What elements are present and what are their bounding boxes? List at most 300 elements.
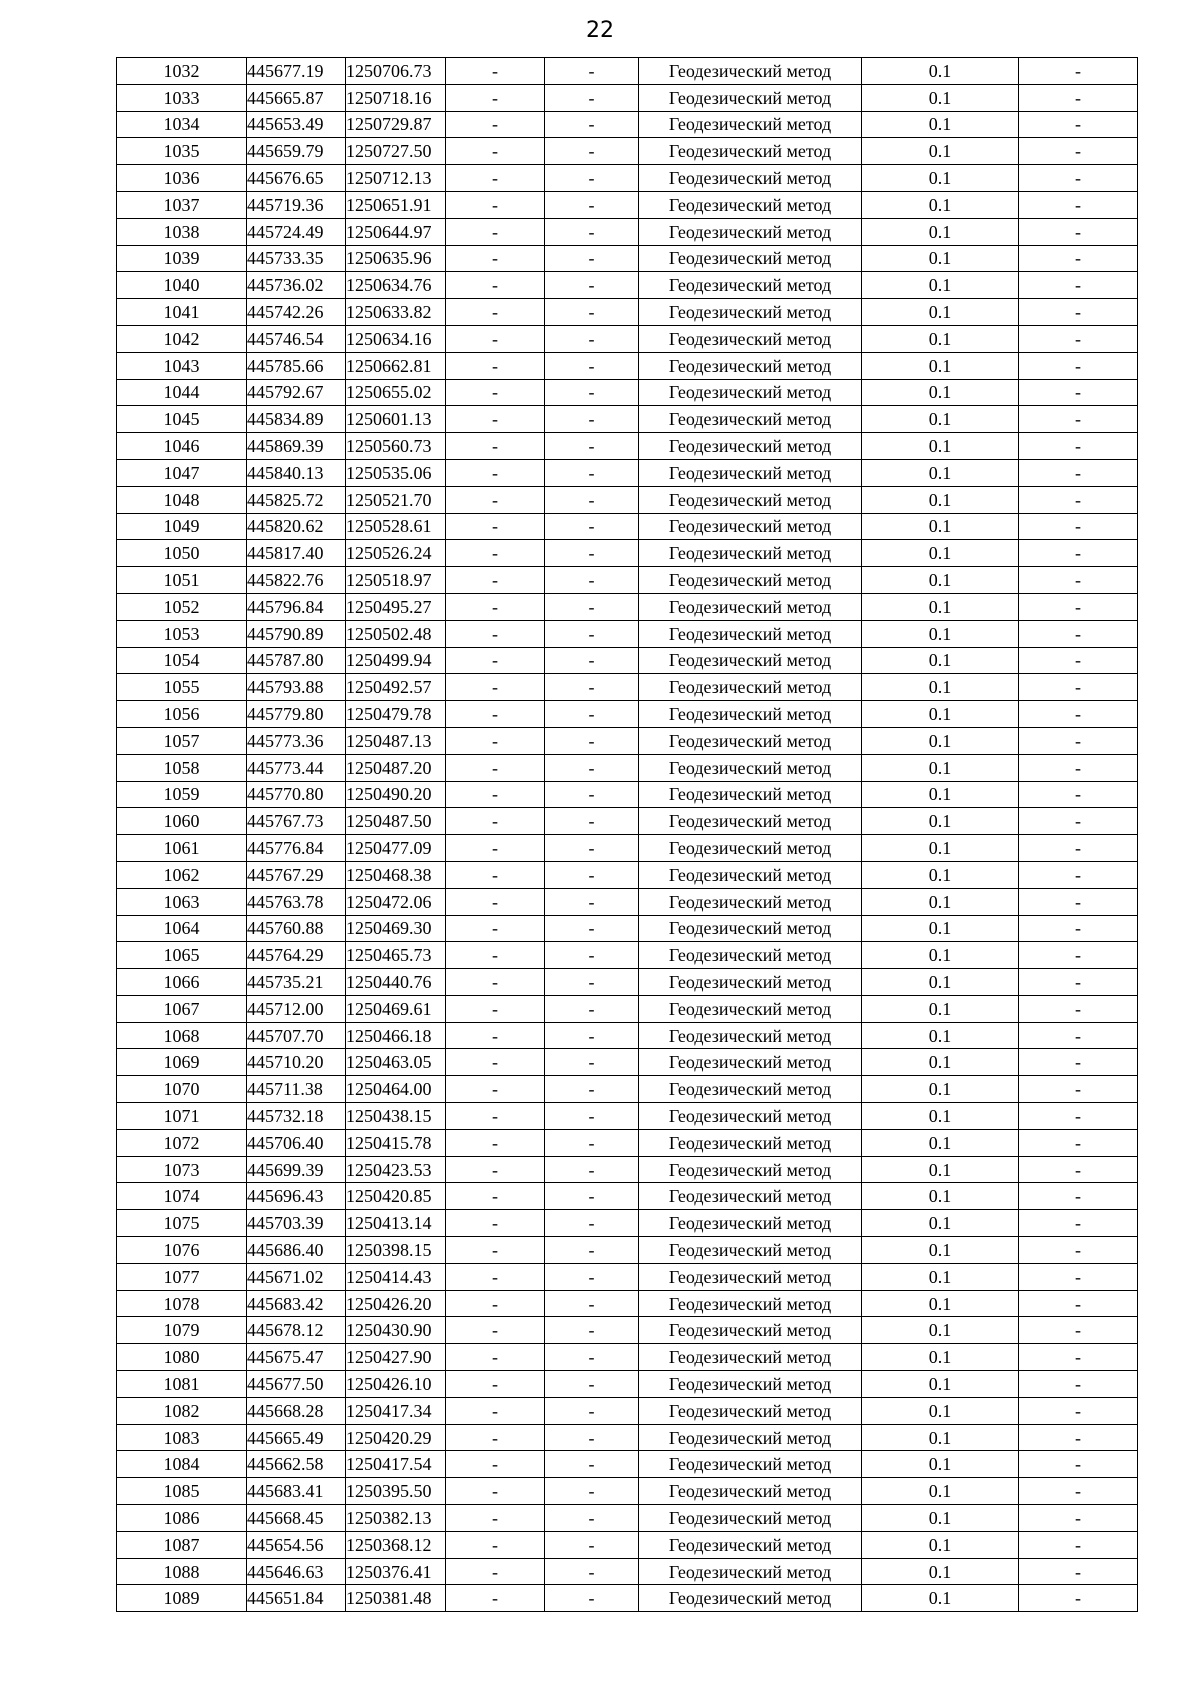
accuracy-cell: 0.1 xyxy=(862,379,1019,406)
method-cell: Геодезический метод xyxy=(639,433,862,460)
dash-cell: - xyxy=(446,1371,545,1398)
dash-cell: - xyxy=(1019,808,1138,835)
accuracy-cell: 0.1 xyxy=(862,111,1019,138)
point-number-cell: 1067 xyxy=(117,995,247,1022)
accuracy-cell: 0.1 xyxy=(862,1103,1019,1130)
dash-cell: - xyxy=(446,58,545,85)
method-cell: Геодезический метод xyxy=(639,138,862,165)
dash-cell: - xyxy=(545,1531,639,1558)
method-cell: Геодезический метод xyxy=(639,1049,862,1076)
x-coordinate-cell: 445707.70 xyxy=(247,1022,346,1049)
accuracy-cell: 0.1 xyxy=(862,647,1019,674)
y-coordinate-cell: 1250526.24 xyxy=(346,540,446,567)
point-number-cell: 1065 xyxy=(117,942,247,969)
dash-cell: - xyxy=(545,1237,639,1264)
x-coordinate-cell: 445675.47 xyxy=(247,1344,346,1371)
method-cell: Геодезический метод xyxy=(639,1183,862,1210)
point-number-cell: 1066 xyxy=(117,969,247,996)
accuracy-cell: 0.1 xyxy=(862,406,1019,433)
y-coordinate-cell: 1250426.20 xyxy=(346,1290,446,1317)
y-coordinate-cell: 1250417.34 xyxy=(346,1397,446,1424)
dash-cell: - xyxy=(446,406,545,433)
accuracy-cell: 0.1 xyxy=(862,1129,1019,1156)
table-row xyxy=(117,701,1138,728)
dash-cell: - xyxy=(545,1317,639,1344)
table-row xyxy=(117,486,1138,513)
x-coordinate-cell: 445776.84 xyxy=(247,835,346,862)
dash-cell: - xyxy=(446,272,545,299)
dash-cell: - xyxy=(545,1371,639,1398)
dash-cell: - xyxy=(545,1290,639,1317)
accuracy-cell: 0.1 xyxy=(862,58,1019,85)
dash-cell: - xyxy=(446,620,545,647)
dash-cell: - xyxy=(1019,1103,1138,1130)
dash-cell: - xyxy=(1019,352,1138,379)
dash-cell: - xyxy=(446,835,545,862)
table-row xyxy=(117,1049,1138,1076)
dash-cell: - xyxy=(446,513,545,540)
accuracy-cell: 0.1 xyxy=(862,352,1019,379)
table-row xyxy=(117,1478,1138,1505)
point-number-cell: 1089 xyxy=(117,1585,247,1612)
dash-cell: - xyxy=(446,1210,545,1237)
y-coordinate-cell: 1250706.73 xyxy=(346,58,446,85)
point-number-cell: 1073 xyxy=(117,1156,247,1183)
dash-cell: - xyxy=(446,325,545,352)
point-number-cell: 1040 xyxy=(117,272,247,299)
dash-cell: - xyxy=(1019,1478,1138,1505)
dash-cell: - xyxy=(545,406,639,433)
x-coordinate-cell: 445834.89 xyxy=(247,406,346,433)
dash-cell: - xyxy=(1019,995,1138,1022)
method-cell: Геодезический метод xyxy=(639,1263,862,1290)
table-row xyxy=(117,1022,1138,1049)
dash-cell: - xyxy=(1019,433,1138,460)
table-row xyxy=(117,218,1138,245)
dash-cell: - xyxy=(1019,245,1138,272)
table-row xyxy=(117,1371,1138,1398)
accuracy-cell: 0.1 xyxy=(862,1237,1019,1264)
x-coordinate-cell: 445668.28 xyxy=(247,1397,346,1424)
accuracy-cell: 0.1 xyxy=(862,1397,1019,1424)
method-cell: Геодезический метод xyxy=(639,727,862,754)
y-coordinate-cell: 1250440.76 xyxy=(346,969,446,996)
accuracy-cell: 0.1 xyxy=(862,1263,1019,1290)
y-coordinate-cell: 1250382.13 xyxy=(346,1505,446,1532)
x-coordinate-cell: 445764.29 xyxy=(247,942,346,969)
method-cell: Геодезический метод xyxy=(639,379,862,406)
x-coordinate-cell: 445793.88 xyxy=(247,674,346,701)
dash-cell: - xyxy=(446,111,545,138)
method-cell: Геодезический метод xyxy=(639,1424,862,1451)
y-coordinate-cell: 1250413.14 xyxy=(346,1210,446,1237)
table-row xyxy=(117,1317,1138,1344)
method-cell: Геодезический метод xyxy=(639,567,862,594)
dash-cell: - xyxy=(1019,593,1138,620)
method-cell: Геодезический метод xyxy=(639,1210,862,1237)
accuracy-cell: 0.1 xyxy=(862,995,1019,1022)
x-coordinate-cell: 445686.40 xyxy=(247,1237,346,1264)
dash-cell: - xyxy=(545,1478,639,1505)
point-number-cell: 1064 xyxy=(117,915,247,942)
coordinates-table xyxy=(116,57,1138,1612)
table-row xyxy=(117,915,1138,942)
dash-cell: - xyxy=(545,191,639,218)
dash-cell: - xyxy=(446,1531,545,1558)
dash-cell: - xyxy=(545,620,639,647)
dash-cell: - xyxy=(545,1397,639,1424)
x-coordinate-cell: 445822.76 xyxy=(247,567,346,594)
dash-cell: - xyxy=(446,593,545,620)
table-row xyxy=(117,593,1138,620)
y-coordinate-cell: 1250427.90 xyxy=(346,1344,446,1371)
table-row xyxy=(117,888,1138,915)
x-coordinate-cell: 445785.66 xyxy=(247,352,346,379)
y-coordinate-cell: 1250430.90 xyxy=(346,1317,446,1344)
point-number-cell: 1078 xyxy=(117,1290,247,1317)
dash-cell: - xyxy=(545,1103,639,1130)
dash-cell: - xyxy=(545,433,639,460)
table-row xyxy=(117,1210,1138,1237)
table-body xyxy=(117,58,1138,1612)
point-number-cell: 1083 xyxy=(117,1424,247,1451)
accuracy-cell: 0.1 xyxy=(862,942,1019,969)
dash-cell: - xyxy=(1019,1505,1138,1532)
y-coordinate-cell: 1250438.15 xyxy=(346,1103,446,1130)
y-coordinate-cell: 1250492.57 xyxy=(346,674,446,701)
point-number-cell: 1061 xyxy=(117,835,247,862)
point-number-cell: 1086 xyxy=(117,1505,247,1532)
x-coordinate-cell: 445712.00 xyxy=(247,995,346,1022)
dash-cell: - xyxy=(545,1022,639,1049)
point-number-cell: 1047 xyxy=(117,459,247,486)
method-cell: Геодезический метод xyxy=(639,674,862,701)
dash-cell: - xyxy=(1019,888,1138,915)
y-coordinate-cell: 1250426.10 xyxy=(346,1371,446,1398)
dash-cell: - xyxy=(446,781,545,808)
method-cell: Геодезический метод xyxy=(639,406,862,433)
accuracy-cell: 0.1 xyxy=(862,1585,1019,1612)
method-cell: Геодезический метод xyxy=(639,1478,862,1505)
point-number-cell: 1082 xyxy=(117,1397,247,1424)
method-cell: Геодезический метод xyxy=(639,1103,862,1130)
dash-cell: - xyxy=(545,165,639,192)
dash-cell: - xyxy=(446,861,545,888)
table-row xyxy=(117,674,1138,701)
table-row xyxy=(117,1558,1138,1585)
method-cell: Геодезический метод xyxy=(639,1558,862,1585)
table-row xyxy=(117,1344,1138,1371)
point-number-cell: 1051 xyxy=(117,567,247,594)
x-coordinate-cell: 445724.49 xyxy=(247,218,346,245)
y-coordinate-cell: 1250712.13 xyxy=(346,165,446,192)
dash-cell: - xyxy=(1019,1344,1138,1371)
x-coordinate-cell: 445699.39 xyxy=(247,1156,346,1183)
dash-cell: - xyxy=(1019,1585,1138,1612)
dash-cell: - xyxy=(446,942,545,969)
y-coordinate-cell: 1250528.61 xyxy=(346,513,446,540)
table-row xyxy=(117,352,1138,379)
dash-cell: - xyxy=(446,727,545,754)
dash-cell: - xyxy=(446,459,545,486)
x-coordinate-cell: 445668.45 xyxy=(247,1505,346,1532)
y-coordinate-cell: 1250423.53 xyxy=(346,1156,446,1183)
x-coordinate-cell: 445665.87 xyxy=(247,84,346,111)
dash-cell: - xyxy=(446,84,545,111)
x-coordinate-cell: 445653.49 xyxy=(247,111,346,138)
y-coordinate-cell: 1250495.27 xyxy=(346,593,446,620)
point-number-cell: 1076 xyxy=(117,1237,247,1264)
dash-cell: - xyxy=(1019,1156,1138,1183)
table-row xyxy=(117,727,1138,754)
point-number-cell: 1041 xyxy=(117,299,247,326)
y-coordinate-cell: 1250487.20 xyxy=(346,754,446,781)
x-coordinate-cell: 445646.63 xyxy=(247,1558,346,1585)
method-cell: Геодезический метод xyxy=(639,835,862,862)
method-cell: Геодезический метод xyxy=(639,459,862,486)
dash-cell: - xyxy=(1019,647,1138,674)
accuracy-cell: 0.1 xyxy=(862,727,1019,754)
x-coordinate-cell: 445706.40 xyxy=(247,1129,346,1156)
x-coordinate-cell: 445732.18 xyxy=(247,1103,346,1130)
accuracy-cell: 0.1 xyxy=(862,567,1019,594)
x-coordinate-cell: 445735.21 xyxy=(247,969,346,996)
dash-cell: - xyxy=(446,1558,545,1585)
dash-cell: - xyxy=(446,1129,545,1156)
dash-cell: - xyxy=(545,459,639,486)
point-number-cell: 1081 xyxy=(117,1371,247,1398)
x-coordinate-cell: 445677.50 xyxy=(247,1371,346,1398)
dash-cell: - xyxy=(545,701,639,728)
dash-cell: - xyxy=(545,781,639,808)
dash-cell: - xyxy=(1019,727,1138,754)
method-cell: Геодезический метод xyxy=(639,781,862,808)
x-coordinate-cell: 445654.56 xyxy=(247,1531,346,1558)
y-coordinate-cell: 1250395.50 xyxy=(346,1478,446,1505)
table-row xyxy=(117,272,1138,299)
dash-cell: - xyxy=(545,888,639,915)
x-coordinate-cell: 445659.79 xyxy=(247,138,346,165)
method-cell: Геодезический метод xyxy=(639,888,862,915)
accuracy-cell: 0.1 xyxy=(862,620,1019,647)
y-coordinate-cell: 1250499.94 xyxy=(346,647,446,674)
dash-cell: - xyxy=(1019,1317,1138,1344)
accuracy-cell: 0.1 xyxy=(862,1424,1019,1451)
method-cell: Геодезический метод xyxy=(639,352,862,379)
point-number-cell: 1049 xyxy=(117,513,247,540)
accuracy-cell: 0.1 xyxy=(862,1049,1019,1076)
table-row xyxy=(117,540,1138,567)
x-coordinate-cell: 445760.88 xyxy=(247,915,346,942)
dash-cell: - xyxy=(1019,1451,1138,1478)
accuracy-cell: 0.1 xyxy=(862,1531,1019,1558)
accuracy-cell: 0.1 xyxy=(862,272,1019,299)
point-number-cell: 1077 xyxy=(117,1263,247,1290)
table-row xyxy=(117,459,1138,486)
accuracy-cell: 0.1 xyxy=(862,299,1019,326)
accuracy-cell: 0.1 xyxy=(862,486,1019,513)
dash-cell: - xyxy=(545,218,639,245)
accuracy-cell: 0.1 xyxy=(862,1290,1019,1317)
y-coordinate-cell: 1250472.06 xyxy=(346,888,446,915)
dash-cell: - xyxy=(1019,1290,1138,1317)
accuracy-cell: 0.1 xyxy=(862,459,1019,486)
table-row xyxy=(117,647,1138,674)
table-row xyxy=(117,567,1138,594)
dash-cell: - xyxy=(446,1478,545,1505)
dash-cell: - xyxy=(545,835,639,862)
dash-cell: - xyxy=(1019,58,1138,85)
y-coordinate-cell: 1250644.97 xyxy=(346,218,446,245)
dash-cell: - xyxy=(545,1558,639,1585)
point-number-cell: 1050 xyxy=(117,540,247,567)
dash-cell: - xyxy=(545,915,639,942)
accuracy-cell: 0.1 xyxy=(862,593,1019,620)
table-row xyxy=(117,942,1138,969)
dash-cell: - xyxy=(545,540,639,567)
x-coordinate-cell: 445825.72 xyxy=(247,486,346,513)
method-cell: Геодезический метод xyxy=(639,513,862,540)
dash-cell: - xyxy=(545,727,639,754)
point-number-cell: 1079 xyxy=(117,1317,247,1344)
x-coordinate-cell: 445742.26 xyxy=(247,299,346,326)
point-number-cell: 1034 xyxy=(117,111,247,138)
dash-cell: - xyxy=(1019,218,1138,245)
table-row xyxy=(117,995,1138,1022)
y-coordinate-cell: 1250633.82 xyxy=(346,299,446,326)
accuracy-cell: 0.1 xyxy=(862,245,1019,272)
y-coordinate-cell: 1250518.97 xyxy=(346,567,446,594)
point-number-cell: 1084 xyxy=(117,1451,247,1478)
dash-cell: - xyxy=(446,1263,545,1290)
accuracy-cell: 0.1 xyxy=(862,1156,1019,1183)
dash-cell: - xyxy=(446,1424,545,1451)
y-coordinate-cell: 1250420.29 xyxy=(346,1424,446,1451)
y-coordinate-cell: 1250469.30 xyxy=(346,915,446,942)
y-coordinate-cell: 1250398.15 xyxy=(346,1237,446,1264)
dash-cell: - xyxy=(545,1424,639,1451)
table-row xyxy=(117,781,1138,808)
dash-cell: - xyxy=(545,58,639,85)
point-number-cell: 1059 xyxy=(117,781,247,808)
y-coordinate-cell: 1250487.13 xyxy=(346,727,446,754)
y-coordinate-cell: 1250464.00 xyxy=(346,1076,446,1103)
point-number-cell: 1058 xyxy=(117,754,247,781)
dash-cell: - xyxy=(545,379,639,406)
dash-cell: - xyxy=(545,325,639,352)
dash-cell: - xyxy=(446,1049,545,1076)
x-coordinate-cell: 445671.02 xyxy=(247,1263,346,1290)
dash-cell: - xyxy=(545,995,639,1022)
x-coordinate-cell: 445719.36 xyxy=(247,191,346,218)
x-coordinate-cell: 445790.89 xyxy=(247,620,346,647)
dash-cell: - xyxy=(545,486,639,513)
point-number-cell: 1036 xyxy=(117,165,247,192)
x-coordinate-cell: 445796.84 xyxy=(247,593,346,620)
point-number-cell: 1055 xyxy=(117,674,247,701)
dash-cell: - xyxy=(446,218,545,245)
x-coordinate-cell: 445746.54 xyxy=(247,325,346,352)
dash-cell: - xyxy=(545,299,639,326)
dash-cell: - xyxy=(1019,325,1138,352)
method-cell: Геодезический метод xyxy=(639,1022,862,1049)
y-coordinate-cell: 1250463.05 xyxy=(346,1049,446,1076)
table-row xyxy=(117,1505,1138,1532)
method-cell: Геодезический метод xyxy=(639,58,862,85)
table-row xyxy=(117,1290,1138,1317)
accuracy-cell: 0.1 xyxy=(862,1371,1019,1398)
dash-cell: - xyxy=(1019,1531,1138,1558)
table-row xyxy=(117,1076,1138,1103)
dash-cell: - xyxy=(1019,1049,1138,1076)
x-coordinate-cell: 445677.19 xyxy=(247,58,346,85)
method-cell: Геодезический метод xyxy=(639,84,862,111)
dash-cell: - xyxy=(446,433,545,460)
point-number-cell: 1071 xyxy=(117,1103,247,1130)
x-coordinate-cell: 445869.39 xyxy=(247,433,346,460)
method-cell: Геодезический метод xyxy=(639,165,862,192)
dash-cell: - xyxy=(1019,513,1138,540)
dash-cell: - xyxy=(446,1317,545,1344)
point-number-cell: 1046 xyxy=(117,433,247,460)
table-row xyxy=(117,1585,1138,1612)
table-row xyxy=(117,165,1138,192)
accuracy-cell: 0.1 xyxy=(862,701,1019,728)
method-cell: Геодезический метод xyxy=(639,1076,862,1103)
dash-cell: - xyxy=(446,1290,545,1317)
dash-cell: - xyxy=(446,1022,545,1049)
x-coordinate-cell: 445779.80 xyxy=(247,701,346,728)
dash-cell: - xyxy=(545,84,639,111)
y-coordinate-cell: 1250490.20 xyxy=(346,781,446,808)
method-cell: Геодезический метод xyxy=(639,1585,862,1612)
y-coordinate-cell: 1250381.48 xyxy=(346,1585,446,1612)
dash-cell: - xyxy=(446,165,545,192)
accuracy-cell: 0.1 xyxy=(862,218,1019,245)
x-coordinate-cell: 445767.73 xyxy=(247,808,346,835)
page-number: 22 xyxy=(586,18,614,43)
y-coordinate-cell: 1250521.70 xyxy=(346,486,446,513)
y-coordinate-cell: 1250560.73 xyxy=(346,433,446,460)
dash-cell: - xyxy=(1019,272,1138,299)
y-coordinate-cell: 1250502.48 xyxy=(346,620,446,647)
point-number-cell: 1069 xyxy=(117,1049,247,1076)
dash-cell: - xyxy=(545,861,639,888)
dash-cell: - xyxy=(446,915,545,942)
x-coordinate-cell: 445711.38 xyxy=(247,1076,346,1103)
dash-cell: - xyxy=(545,1451,639,1478)
dash-cell: - xyxy=(446,245,545,272)
dash-cell: - xyxy=(1019,406,1138,433)
accuracy-cell: 0.1 xyxy=(862,325,1019,352)
method-cell: Геодезический метод xyxy=(639,299,862,326)
accuracy-cell: 0.1 xyxy=(862,191,1019,218)
dash-cell: - xyxy=(446,486,545,513)
accuracy-cell: 0.1 xyxy=(862,1317,1019,1344)
accuracy-cell: 0.1 xyxy=(862,1478,1019,1505)
accuracy-cell: 0.1 xyxy=(862,1344,1019,1371)
point-number-cell: 1068 xyxy=(117,1022,247,1049)
dash-cell: - xyxy=(446,299,545,326)
point-number-cell: 1054 xyxy=(117,647,247,674)
accuracy-cell: 0.1 xyxy=(862,754,1019,781)
accuracy-cell: 0.1 xyxy=(862,969,1019,996)
x-coordinate-cell: 445696.43 xyxy=(247,1183,346,1210)
accuracy-cell: 0.1 xyxy=(862,888,1019,915)
dash-cell: - xyxy=(545,1129,639,1156)
x-coordinate-cell: 445683.42 xyxy=(247,1290,346,1317)
dash-cell: - xyxy=(446,540,545,567)
